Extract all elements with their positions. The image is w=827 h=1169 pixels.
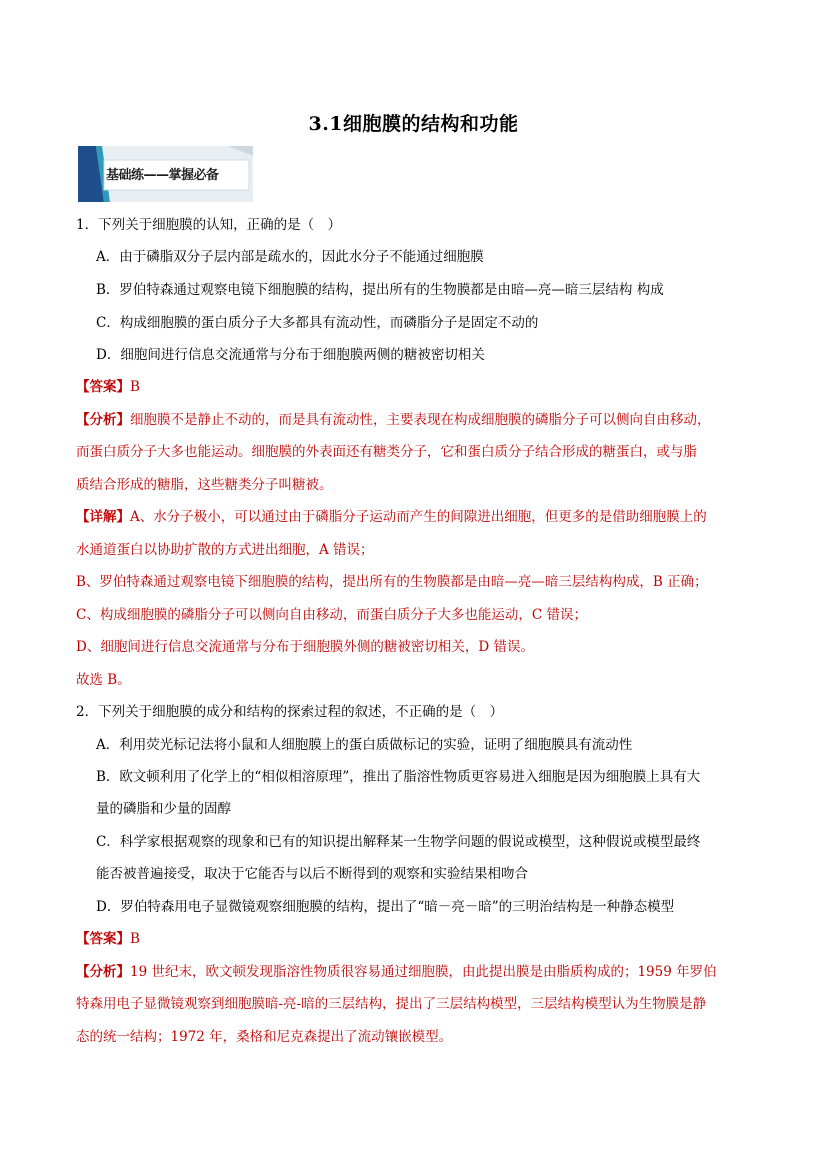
question-2-answer	[76, 930, 140, 948]
question-1-option-b: B．罗伯特森通过观察电镜下细胞膜的结构，提出所有的生物膜都是由暗—亮—暗三层结构 构成	[96, 282, 664, 298]
detail-tag: 【详解】	[76, 509, 130, 525]
question-1-option-d: D．细胞间进行信息交流通常与分布于细胞膜两侧的糖被密切相关	[96, 347, 485, 363]
question-1-option-c: C．构成细胞膜的蛋白质分子大多都具有流动性，而磷脂分子是固定不动的	[96, 315, 539, 331]
analysis-tag: 【分析】	[76, 412, 130, 428]
question-2-option-c: C．科学家根据观察的现象和已有的知识提出解释某一生物学问题的假说或模型，这种假说或模型最终	[96, 834, 701, 850]
analysis-text: 细胞膜不是静止不动的，而是具有流动性，主要表现在构成细胞膜的磷脂分子可以侧向自由移动，	[130, 412, 711, 428]
question-2-analysis-line: 特森用电子显微镜观察到细胞膜暗-亮-暗的三层结构，提出了三层结构模型，三层结构模型认为生物膜是静	[76, 996, 707, 1012]
question-2-option-d: D．罗伯特森用电子显微镜观察细胞膜的结构，提出了“暗－亮－暗”的三明治结构是一种静态模型	[96, 899, 675, 915]
question-2-analysis-line	[76, 963, 717, 981]
analysis-text: 19 世纪末，欧文顿发现脂溶性物质很容易通过细胞膜，由此提出膜是由脂质构成的；1959 年罗伯	[130, 964, 717, 980]
question-2-option-c-cont: 能否被普遍接受，取决于它能否与以后不断得到的观察和实验结果相吻合	[96, 866, 528, 882]
question-1-detail-line: B、罗伯特森通过观察电镜下细胞膜的结构，提出所有的生物膜都是由暗—亮—暗三层结构构成，B 正确；	[76, 574, 708, 590]
question-2-analysis-line: 态的统一结构；1972 年，桑格和尼克森提出了流动镶嵌模型。	[76, 1029, 453, 1045]
answer-value: B	[130, 379, 140, 395]
question-1-detail-line: 水通道蛋白以协助扩散的方式进出细胞，A 错误；	[76, 542, 374, 558]
question-1-detail-line: D、细胞间进行信息交流通常与分布于细胞膜外侧的糖被密切相关，D 错误。	[76, 639, 534, 655]
question-2-option-a: A．利用荧光标记法将小鼠和人细胞膜上的蛋白质做标记的实验，证明了细胞膜具有流动性	[96, 737, 633, 753]
answer-value: B	[130, 931, 140, 947]
detail-text: A、水分子极小，可以通过由于磷脂分子运动而产生的间隙进出细胞，但更多的是借助细胞膜上的	[130, 509, 707, 525]
page-title: 3.1细胞膜的结构和功能	[308, 113, 519, 135]
question-1-stem: 1．下列关于细胞膜的认知，正确的是（ ）	[76, 217, 342, 233]
question-2-option-b: B．欧文顿利用了化学上的“相似相溶原理”，推出了脂溶性物质更容易进入细胞是因为细胞膜上具有大	[96, 769, 701, 785]
question-1-analysis-line	[76, 411, 711, 429]
section-banner-label: 基础练——掌握必备	[106, 168, 219, 183]
question-1-answer	[76, 378, 140, 396]
question-1-conclusion: 故选 B。	[76, 672, 131, 688]
question-1-analysis-line: 质结合形成的糖脂，这些糖类分子叫糖被。	[76, 477, 333, 493]
question-1-analysis-line: 而蛋白质分子大多也能运动。细胞膜的外表面还有糖类分子，它和蛋白质分子结合形成的糖蛋白，或与脂	[76, 444, 697, 460]
question-1-option-a: A．由于磷脂双分子层内部是疏水的，因此水分子不能通过细胞膜	[96, 249, 484, 265]
question-1-detail-line	[76, 508, 707, 526]
question-2-option-b-cont: 量的磷脂和少量的固醇	[96, 801, 231, 817]
answer-tag: 【答案】	[76, 379, 130, 395]
answer-tag: 【答案】	[76, 931, 130, 947]
question-2-stem: 2．下列关于细胞膜的成分和结构的探索过程的叙述，不正确的是（ ）	[76, 704, 504, 720]
question-1-detail-line: C、构成细胞膜的磷脂分子可以侧向自由移动，而蛋白质分子大多也能运动，C 错误；	[76, 607, 587, 623]
analysis-tag: 【分析】	[76, 964, 130, 980]
